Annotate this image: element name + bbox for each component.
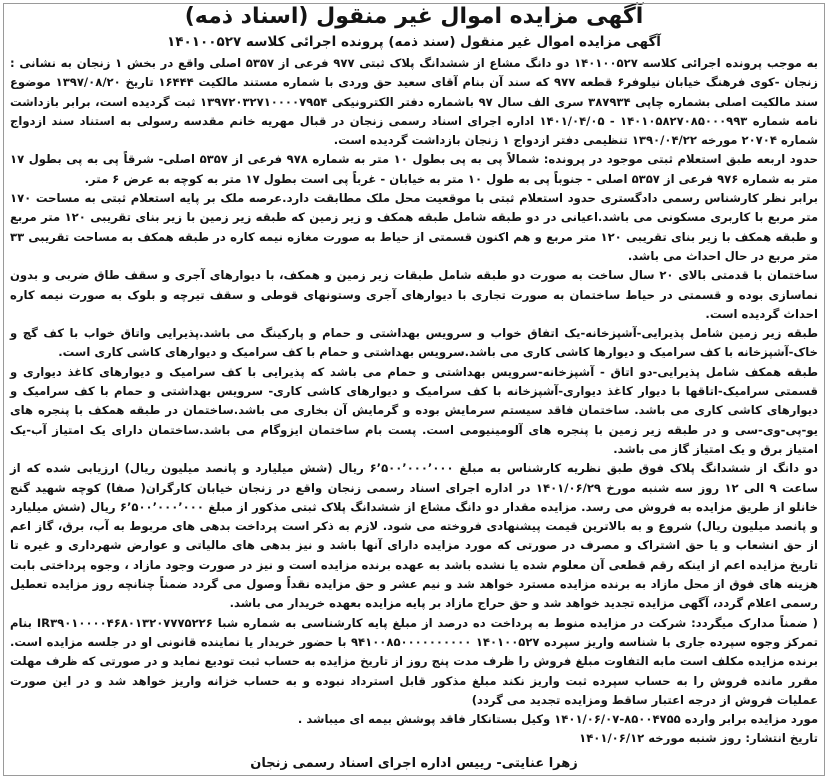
notice-subtitle: آگهی مزایده اموال غیر منقول (سند ذمه) پرونده اجرائی کلاسه ۱۴۰۱۰۰۵۲۷ xyxy=(167,34,661,50)
paragraph-building-structure: ساختمان با قدمتی بالای ۲۰ سال ساخت به صورت دو طبقه شامل طبقات زیر زمین و همکف، با دیوارهای آجری و سقف طاق ضربی و بدون نماسازی بوده و قسمتی در حیاط ساختمان به صورت تجاری با دیوارهای آجری وستونهای قوطی و سقف تیرچه و بلوک به صورت نیمه کاره احداث گردیده است. xyxy=(10,268,818,321)
paragraph-case-details: به موجب پرونده اجرائی کلاسه ۱۴۰۱۰۰۵۲۷ دو دانگ مشاع از ششدانگ پلاک ثبتی ۹۷۷ فرعی از ۵۳۵۷ اصلی واقع در بخش ۱ زنجان به نشانی : زنجان -کوی فرهنگ خیابان نیلوفر۶ قطعه ۹۷۷ که سند آن بنام آقای سعید حق وردی با شماره مستند مالکیت ۱۶۴۴۴ تاریخ ۱۳۹۷/۰۸/۲۰ موضوع سند مالکیت اصلی بشماره چاپی ۳۸۷۹۳۴ سری الف سال ۹۷ باشماره دفتر الکترونیکی ۱۳۹۷۲۰۳۲۷۱۰۰۰۰۷۹۵۴ ثبت گردیده است، برابر بازداشت نامه شماره ۱۴۰۱۰۵۸۲۷۰۸۵۰۰۰۹۹۳ - ۱۴۰۱/۰۴/۰۵ اداره اجرای اسناد رسمی زنجان در قبال مهریه خانم مقدسه رسولی به استناد سند ازدواج شماره ۲۰۷۰۴ مورخه ۱۳۹۰/۰۴/۲۲ تنظیمی دفتر ازدواج ۱ زنجان بازداشت گردیده است. xyxy=(10,56,819,148)
signature-line: زهرا عنایتی- رییس اداره اجرای اسناد رسمی زنجان xyxy=(250,755,578,771)
paragraph-boundaries: حدود اربعه طبق استعلام ثبتی موجود در پرونده: شمالاً پی به پی بطول ۱۰ متر به شماره ۹۷۸ فرعی از ۵۳۵۷ اصلی- شرقاً پی به پی بطول ۱۷ متر به شماره ۹۷۶ فرعی از ۵۳۵۷ اصلی - جنوباً پی به طول ۱۰ متر به خیابان - غرباً پی است بطول ۱۷ متر به کوچه به عرض ۶ متر. xyxy=(10,152,818,186)
paragraph-publish-date: تاریخ انتشار: روز شنبه مورخه ۱۴۰۱/۰۶/۱۲ xyxy=(579,731,818,746)
notice-body xyxy=(10,54,818,749)
paragraph-insurance-note: مورد مزایده برابر وارده ۸۵۰۰۴۷۵۵-۱۴۰۱/۰۶/۰۷ وکیل بستانکار فاقد پوشش بیمه ای میباشد . xyxy=(297,712,818,727)
paragraph-expert-opinion: برابر نظر کارشناس رسمی دادگستری حدود استعلام ثبتی با موقعیت محل ملک مطابقت دارد.عرصه ملک بر پایه استعلام ثبتی به مساحت ۱۷۰ متر مربع با کاربری مسکونی می باشد.اعیانی در دو طبقه شامل طبقه همکف و زیر زمین که طبقه زیر زمین با زیر بنای تقریبی ۱۲۰ متر مربع و طبقه همکف با زیر بنای تقریبی ۱۲۰ متر مربع و هم اکنون قسمتی از حیاط به صورت مغازه نیمه کاره در طبقه همکف به مساحت تقریبی ۳۳ متر مربع در حال احداث می باشد. xyxy=(10,191,819,263)
paragraph-ground-floor: طبقه همکف شامل پذیرایی-دو اتاق - آشپزخانه-سرویس بهداشتی و حمام می باشد که پذیرایی با کف سرامیک و دیوارهای کاغذ دیواری و قسمتی سرامیک-اتاقها با دیوار کاغذ دیواری-آشپزخانه با کف سرامیک و دیوارهای کاشی کاری- سرویس بهداشتی و حمام با کف سرامیک و دیوارهای کاشی کاری می باشد. ساختمان فاقد سیستم سرمایش بوده و گرمایش آن بخاری می باشد.ساختمان در طبقه همکف با پنجره های یو-پی-وی-سی و در طبقه زیر زمین با پنجره های آلومینیومی است. پست بام ساختمان ایزوگام می باشد.ساختمان دارای یک امتیاز آب-یک امتیاز برق و یک امتیاز گاز می باشد. xyxy=(10,364,818,456)
paragraph-basement-floor: طبقه زیر زمین شامل پذیرایی-آشپزخانه-یک اتفاق خواب و سرویس بهداشتی و حمام و پارکینگ می باشد.پذیرایی واتاق خواب با کف گچ و خاک-آشپزخانه با کف سرامیک و دیوارها کاشی کاری می باشد.سرویس بهداشتی و حمام با کف سرامیک و دیوارهای کاشی کاری است. xyxy=(10,326,818,360)
paragraph-auction-terms: دو دانگ از ششدانگ پلاک فوق طبق نظریه کارشناس به مبلغ ۶٬۵۰۰٬۰۰۰٬۰۰۰ ریال (شش میلیارد و پانصد میلیون ریال) ارزیابی شده که از ساعت ۹ الی ۱۲ روز سه شنبه مورخ ۱۴۰۱/۰۶/۲۹ در اداره اجرای اسناد رسمی زنجان واقع در زنجان خیابان کارگران( صفا) کوچه شهید گنج خانلو از طریق مزایده به فروش می رسد. مزایده مقدار دو دانگ مشاع از ششدانگ پلاک ثبتی مذکور از مبلغ ۶٬۵۰۰٬۰۰۰٬۰۰۰ ریال (شش میلیارد و پانصد میلیون ریال) شروع و به بالاترین قیمت پیشنهادی فروخته می شود. لازم به ذکر است پرداخت بدهی های مربوط به آب، برق، گاز اعم از حق انشعاب و یا حق اشتراک و مصرف در صورتی که مورد مزایده دارای آنها باشد و نیز بدهی های مالیاتی و عوارض شهرداری و غیره تا تاریخ مزایده اعم از اینکه رقم قطعی آن معلوم شده یا نشده باشد به عهده برنده مزایده است و نیز در صورت وجود مازاد ، وجوه پرداختی بابت هزینه های فوق از محل مازاد به برنده مزایده مسترد خواهد شد و نیم عشر و حق مزایده نقداً وصول می گردد ضمناً چنانچه روز مزایده تعطیل رسمی اعلام گردد، آگهی مزایده تجدید خواهد شد و حق حراج مازاد بر پایه مزایده بعهده خریدار می باشد. xyxy=(10,461,818,611)
notice-title: آگهی مزایده اموال غیر منقول (اسناد ذمه) xyxy=(184,4,644,29)
paragraph-deposit-terms: ( ضمناً مدارک میگردد: شرکت در مزایده منوط به پرداخت ده درصد از مبلغ پایه کارشناسی به شماره شبا IR۳۹۰۱۰۰۰۰۴۶۸۰۱۳۲۰۷۷۷۵۲۲۶ بنام تمرکز وجوه سپرده جاری با شناسه واریز سپرده ۱۴۰۱۰۰۵۲۷ ۹۴۱۰۰۸۵۰۰۰۰۰۰۰۰۰۰ با حضور خریدار یا نماینده قانونی او در جلسه مزایده است. برنده مزایده مکلف است مابه التفاوت مبلغ فروش را ظرف مدت پنج روز از تاریخ مزایده به حساب ثبت تودیع نماید و در صورتی که ظرف مهلت مقرر مانده فروش را به حساب سپرده ثبت واریز نکند مبلغ مذکور قابل استرداد نبوده و به حساب خزانه واریز خواهد شد و در این صورت عملیات فروش از درجه اعتبار ساقط ومزایده تجدید می گردد) xyxy=(10,615,819,707)
